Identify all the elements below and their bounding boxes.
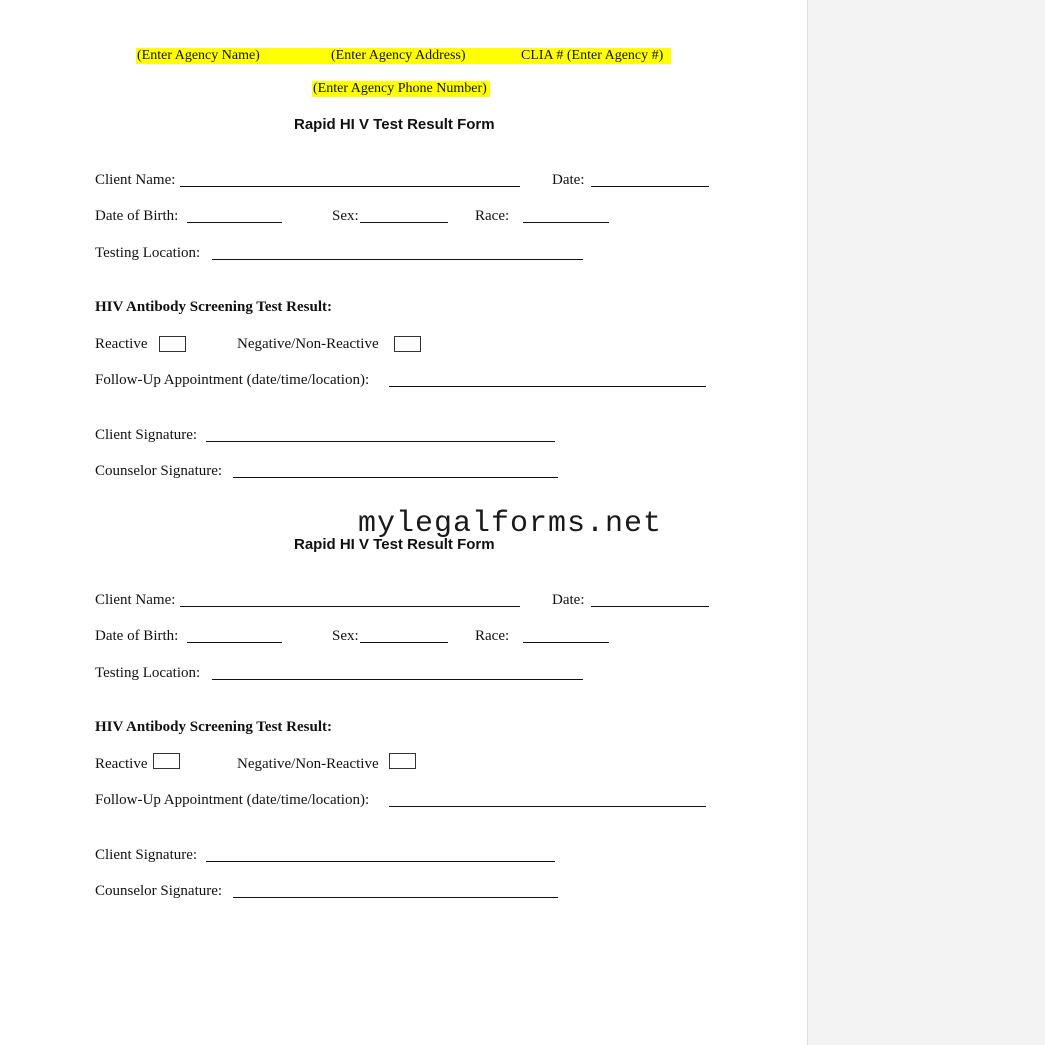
form1-negative-checkbox[interactable] [394, 336, 421, 352]
form1-negative-label: Negative/Non-Reactive [237, 336, 379, 352]
form2-location-field[interactable] [212, 679, 583, 680]
form2-counselor-signature-label: Counselor Signature: [95, 883, 223, 899]
form1-sex-label: Sex: [332, 208, 359, 224]
form2-counselor-signature-field[interactable] [233, 897, 558, 898]
form1-race-label: Race: [475, 208, 510, 224]
form1-location-field[interactable] [212, 259, 583, 260]
form2-race-label: Race: [475, 628, 510, 644]
form2-date-field[interactable] [591, 606, 709, 607]
form2-sex-field[interactable] [360, 642, 448, 643]
form1-dob-label: Date of Birth: [95, 208, 179, 224]
form1-location-label: Testing Location: [95, 245, 201, 261]
form1-followup-label: Follow-Up Appointment (date/time/location): [95, 372, 370, 388]
form2-client-signature-field[interactable] [206, 861, 555, 862]
form2-location-label: Testing Location: [95, 665, 201, 681]
form2-client-name-label: Client Name: [95, 592, 176, 608]
form2-reactive-label: Reactive [95, 756, 148, 772]
form2-title: Rapid HI V Test Result Form [294, 536, 495, 553]
form2-dob-field[interactable] [187, 642, 282, 643]
agency-phone [313, 80, 487, 98]
form1-followup-field[interactable] [389, 386, 706, 387]
form2-race-field[interactable] [523, 642, 609, 643]
form1-date-label: Date: [552, 172, 585, 188]
form1-client-name-field[interactable] [180, 186, 520, 187]
form1-race-field[interactable] [523, 222, 609, 223]
agency-phone-text: (Enter Agency Phone Number [313, 81, 483, 96]
form2-reactive-checkbox[interactable] [153, 753, 180, 769]
form2-dob-label: Date of Birth: [95, 628, 179, 644]
agency-name: (Enter Agency Name) [137, 48, 260, 63]
form1-result-heading: HIV Antibody Screening Test Result: [95, 299, 332, 315]
form2-followup-label: Follow-Up Appointment (date/time/location): [95, 792, 370, 808]
form1-reactive-label: Reactive [95, 336, 148, 352]
form1-reactive-checkbox[interactable] [159, 336, 186, 352]
form1-client-signature-field[interactable] [206, 441, 555, 442]
form2-date-label: Date: [552, 592, 585, 608]
agency-clia: CLIA # (Enter Agency #) [521, 48, 664, 63]
watermark: mylegalforms.net [358, 507, 663, 541]
form1-sex-field[interactable] [360, 222, 448, 223]
form1-client-name-label: Client Name: [95, 172, 176, 188]
form2-negative-label: Negative/Non-Reactive [237, 756, 379, 772]
agency-address: (Enter Agency Address) [331, 48, 466, 63]
form1-date-field[interactable] [591, 186, 709, 187]
agency-phone-close: ) [482, 81, 487, 96]
form2-negative-checkbox[interactable] [389, 753, 416, 769]
form2-client-name-field[interactable] [180, 606, 520, 607]
form1-client-signature-label: Client Signature: [95, 427, 198, 443]
form2-result-heading: HIV Antibody Screening Test Result: [95, 719, 332, 735]
form1-dob-field[interactable] [187, 222, 282, 223]
form2-sex-label: Sex: [332, 628, 359, 644]
form1-counselor-signature-label: Counselor Signature: [95, 463, 223, 479]
form1-title: Rapid HI V Test Result Form [294, 116, 495, 133]
form1-counselor-signature-field[interactable] [233, 477, 558, 478]
form2-client-signature-label: Client Signature: [95, 847, 198, 863]
form2-followup-field[interactable] [389, 806, 706, 807]
